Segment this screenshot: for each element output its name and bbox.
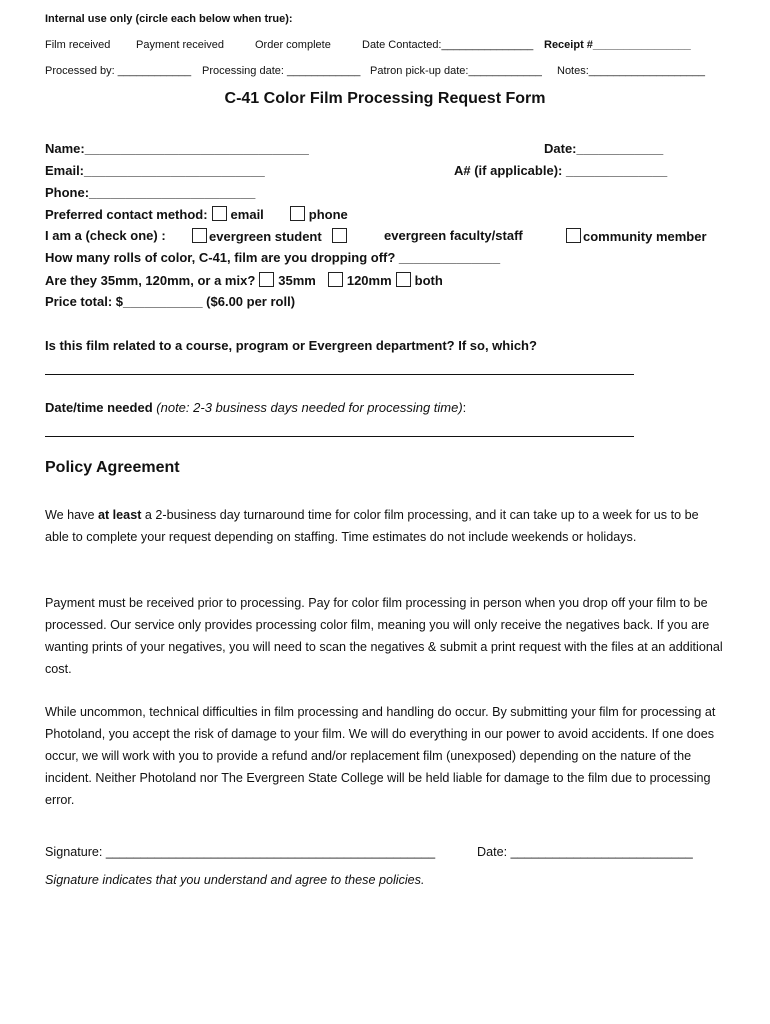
processing-date-field[interactable]: Processing date: ____________	[202, 65, 361, 77]
contact-method-label: Preferred contact method:	[45, 207, 208, 222]
notes-field[interactable]: Notes:___________________	[557, 65, 706, 77]
policy-heading: Policy Agreement	[45, 459, 180, 476]
community-option	[564, 228, 707, 244]
date-field[interactable]: Date:____________	[544, 141, 664, 156]
signature-field[interactable]: Signature: _______________________________________________	[45, 845, 436, 859]
datetime-label: Date/time needed	[45, 400, 153, 415]
policy-p1-pre: We have	[45, 508, 98, 522]
contact-method-row	[45, 206, 348, 222]
faculty-option-label: evergreen faculty/staff	[384, 228, 523, 243]
datetime-row	[45, 400, 466, 415]
format-row	[45, 272, 443, 288]
both-checkbox[interactable]	[396, 272, 411, 287]
email-field[interactable]: Email:_________________________	[45, 163, 265, 178]
datetime-answer-line[interactable]	[45, 436, 634, 437]
page-title: C-41 Color Film Processing Request Form	[224, 90, 546, 107]
internal-use-header: Internal use only (circle each below when true):	[45, 13, 293, 25]
120mm-checkbox[interactable]	[328, 272, 343, 287]
iam-label: I am a (check one) :	[45, 228, 166, 243]
both-option-label: both	[414, 273, 443, 288]
receipt-field[interactable]: Receipt #________________	[544, 39, 691, 51]
policy-p1-bold: at least	[97, 508, 142, 522]
payment-received-label[interactable]: Payment received	[136, 39, 225, 51]
film-received-label[interactable]: Film received	[45, 39, 111, 51]
35mm-option-label: 35mm	[278, 273, 316, 288]
phone-checkbox[interactable]	[290, 206, 305, 221]
email-checkbox[interactable]	[212, 206, 227, 221]
course-question: Is this film related to a course, program or Evergreen department? If so, which?	[45, 338, 537, 353]
signature-date-field[interactable]: Date: __________________________	[477, 845, 693, 859]
policy-paragraph-1	[45, 504, 725, 548]
faculty-checkbox[interactable]	[332, 228, 347, 243]
date-contacted-field[interactable]: Date Contacted:_______________	[362, 39, 534, 51]
policy-paragraph-3: While uncommon, technical difficulties in film processing and handling do occur. By submitting your film for processing at Photoland, you accept the risk of damage to your film. We will do everything in our power to avoid accidents. If one does occur, we will work with you to provide a refund and/or replacement film (unexposed) depending on the nature of the incident. Neither Photoland nor The Evergreen State College will be held liable for damage to the film due to processing error.	[45, 705, 716, 807]
120mm-option-label: 120mm	[346, 273, 392, 288]
processed-by-field[interactable]: Processed by: ____________	[45, 65, 192, 77]
name-field[interactable]: Name:_______________________________	[45, 141, 309, 156]
student-option	[190, 228, 351, 244]
patron-pickup-field[interactable]: Patron pick-up date:____________	[370, 65, 542, 77]
datetime-colon: :	[462, 400, 467, 415]
course-answer-line[interactable]	[45, 374, 634, 375]
community-option-label: community member	[583, 229, 707, 244]
student-checkbox[interactable]	[192, 228, 207, 243]
price-total-field[interactable]: Price total: $___________ ($6.00 per roll)	[45, 294, 296, 309]
format-label: Are they 35mm, 120mm, or a mix?	[45, 273, 256, 288]
phone-field[interactable]: Phone:_______________________	[45, 185, 256, 200]
rolls-field[interactable]: How many rolls of color, C-41, film are you dropping off? ______________	[45, 250, 501, 265]
35mm-checkbox[interactable]	[259, 272, 274, 287]
student-option-label: evergreen student	[209, 229, 322, 244]
anumber-field[interactable]: A# (if applicable): ______________	[454, 163, 668, 178]
community-checkbox[interactable]	[566, 228, 581, 243]
email-option-label: email	[230, 207, 264, 222]
policy-paragraph-2: Payment must be received prior to processing. Pay for color film processing in person when you drop off your film to be processed. Our service only provides processing color film, meaning you will only receive the negatives back. If you are wanting prints of your negatives, you will need to scan the negatives & submit a print request with the files at an additional cost.	[45, 596, 723, 676]
signature-note: Signature indicates that you understand and agree to these policies.	[45, 873, 425, 887]
policy-p1-post: a 2-business day turnaround time for color film processing, and it can take up to a week for us to be able to complete your request depending on staffing. Time estimates do not include weekends or holidays.	[45, 508, 699, 544]
phone-option-label: phone	[308, 207, 348, 222]
order-complete-label[interactable]: Order complete	[255, 39, 331, 51]
datetime-note: (note: 2-3 business days needed for processing time)	[156, 400, 463, 415]
